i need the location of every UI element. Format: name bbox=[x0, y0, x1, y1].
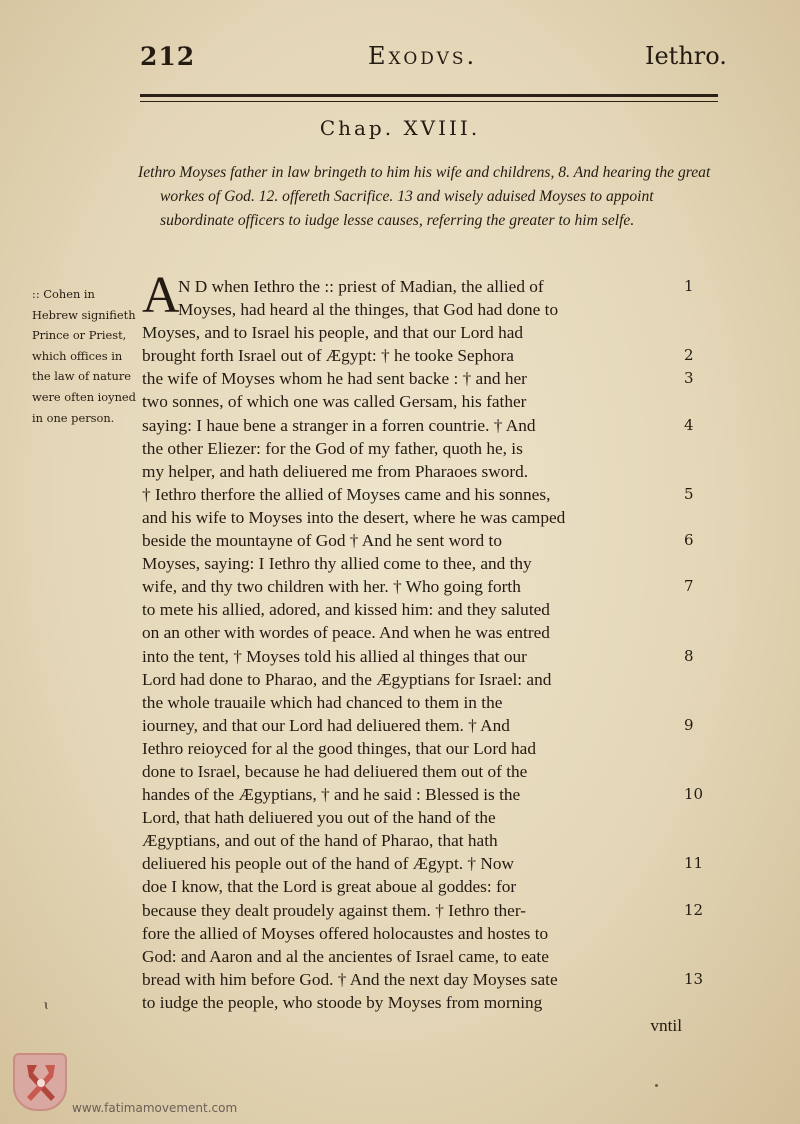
verse-number: 8 bbox=[684, 646, 694, 665]
text-line: the other Eliezer: for the God of my father, quoth he, is bbox=[142, 438, 523, 458]
verse-number bbox=[684, 829, 714, 852]
text-line: iourney, and that our Lord had deliuered them. † And bbox=[142, 715, 510, 735]
verse-number: 9 bbox=[684, 715, 694, 734]
page-number: 212 bbox=[140, 42, 196, 71]
text-line: saying: I haue bene a stranger in a forren countrie. † And bbox=[142, 415, 536, 435]
verse-number bbox=[684, 760, 714, 783]
watermark-url[interactable]: www.fatimamovement.com bbox=[72, 1101, 238, 1115]
text-line: Iethro reioyced for al the good thinges, that our Lord had bbox=[142, 738, 536, 758]
text-line: Moyses, saying: I Iethro thy allied come to thee, and thy bbox=[142, 554, 532, 574]
text-line: done to Israel, because he had deliuered them out of the bbox=[142, 761, 528, 781]
verse-number bbox=[684, 552, 714, 575]
verse-number: 11 bbox=[684, 854, 704, 873]
text-line: to iudge the people, who stoode by Moyses from morning bbox=[142, 992, 543, 1012]
verse-number: 10 bbox=[684, 785, 704, 804]
verse-number: 1 bbox=[684, 277, 694, 295]
text-line: bread with him before God. † And the next day Moyses sate bbox=[142, 969, 558, 989]
verse-numbers bbox=[684, 275, 714, 1014]
verse-number bbox=[684, 506, 714, 529]
chapter-argument bbox=[138, 161, 714, 233]
verse-number bbox=[684, 460, 714, 483]
chapter-argument-text: Iethro Moyses father in law bringeth to him his wife and childrens, 8. And hearing the great workes of God. 12. offereth Sacrifice. 13 and wisely aduised Moyses to appoint subordinate officers to iudge lesse causes, referring the greater to him selfe. bbox=[138, 164, 711, 229]
header-rule bbox=[140, 94, 718, 97]
text-line: vntil bbox=[650, 1016, 682, 1035]
text-line: Moyses, and to Israel his people, and that our Lord had bbox=[142, 323, 524, 343]
verse-number: 12 bbox=[684, 900, 704, 919]
text-line: doe I know, that the Lord is great aboue al goddes: for bbox=[142, 877, 517, 897]
ink-dot bbox=[655, 1084, 658, 1087]
stray-mark: ɩ bbox=[44, 998, 49, 1012]
text-line: Lord, that hath deliuered you out of the hand of the bbox=[142, 808, 496, 828]
text-line: Lord had done to Pharao, and the Ægyptians for Israel: and bbox=[142, 669, 552, 689]
text-line: Ægyptians, and out of the hand of Pharao, that hath bbox=[142, 831, 498, 851]
text-line: wife, and thy two children with her. † Who going forth bbox=[142, 577, 521, 597]
text-line: to mete his allied, adored, and kissed him: and they saluted bbox=[142, 600, 550, 620]
verse-number bbox=[684, 437, 714, 460]
verse-number bbox=[684, 390, 714, 413]
verse-number: 2 bbox=[684, 346, 694, 365]
verse-number bbox=[684, 598, 714, 621]
verse-number bbox=[684, 691, 714, 714]
text-line: Moyses, had heard al the thinges, that God had done to bbox=[178, 300, 559, 320]
margin-note: :: Cohen in Hebrew signifieth Prince or Priest, which offices in the law of nature were often ioyned in one person. bbox=[32, 287, 136, 425]
body-text bbox=[142, 275, 682, 1037]
verse-number bbox=[684, 321, 714, 344]
verse-number: 6 bbox=[684, 531, 694, 550]
text-line: on an other with wordes of peace. And when he was entred bbox=[142, 623, 550, 643]
verse-number bbox=[684, 945, 714, 968]
text-line: two sonnes, of which one was called Gersam, his father bbox=[142, 392, 527, 412]
verse-number bbox=[684, 298, 714, 321]
verse-number bbox=[684, 991, 714, 1014]
verse-number bbox=[684, 806, 714, 829]
text-line: my helper, and hath deliuered me from Pharaoes sword. bbox=[142, 461, 529, 481]
verse-number bbox=[684, 621, 714, 644]
verse-number bbox=[684, 922, 714, 945]
running-subject: Iethro. bbox=[645, 42, 727, 70]
verse-number bbox=[684, 875, 714, 898]
text-line: handes of the Ægyptians, † and he said : Blessed is the bbox=[142, 785, 521, 805]
verse-number bbox=[684, 668, 714, 691]
text-line: the wife of Moyses whom he had sent backe : † and her bbox=[142, 369, 527, 389]
text-line: fore the allied of Moyses offered holocaustes and hostes to bbox=[142, 923, 549, 943]
text-line: and his wife to Moyses into the desert, where he was camped bbox=[142, 507, 566, 527]
verse-number: 5 bbox=[684, 484, 694, 503]
verse-number bbox=[684, 737, 714, 760]
text-line: because they dealt proudely against them. † Iethro ther- bbox=[142, 900, 527, 920]
text-line: † Iethro therfore the allied of Moyses came and his sonnes, bbox=[142, 484, 551, 504]
verse-number: 3 bbox=[684, 369, 694, 388]
verse-number: 13 bbox=[684, 969, 704, 988]
text-line: beside the mountayne of God † And he sent word to bbox=[142, 531, 502, 551]
verse-number: 4 bbox=[684, 415, 694, 434]
drop-cap: A bbox=[142, 267, 180, 324]
header-rule-thin bbox=[140, 101, 718, 102]
text-line: God: and Aaron and al the ancientes of Israel came, to eate bbox=[142, 946, 549, 966]
running-header bbox=[0, 40, 800, 80]
text-line: the whole trauaile which had chanced to them in the bbox=[142, 692, 503, 712]
keys-emblem-icon bbox=[23, 1061, 59, 1105]
chapter-heading: Chap. XVIII. bbox=[319, 116, 481, 140]
text-line: brought forth Israel out of Ægypt: † he tooke Sephora bbox=[142, 346, 514, 366]
text-line: N D when Iethro the :: priest of Madian, the allied of bbox=[178, 277, 544, 296]
watermark-seal bbox=[13, 1053, 67, 1111]
verse-number: 7 bbox=[684, 577, 694, 596]
running-title: Exodvs. bbox=[368, 42, 478, 70]
text-line: deliuered his people out of the hand of Ægypt. † Now bbox=[142, 854, 514, 874]
text-line: into the tent, † Moyses told his allied al thinges that our bbox=[142, 646, 527, 666]
